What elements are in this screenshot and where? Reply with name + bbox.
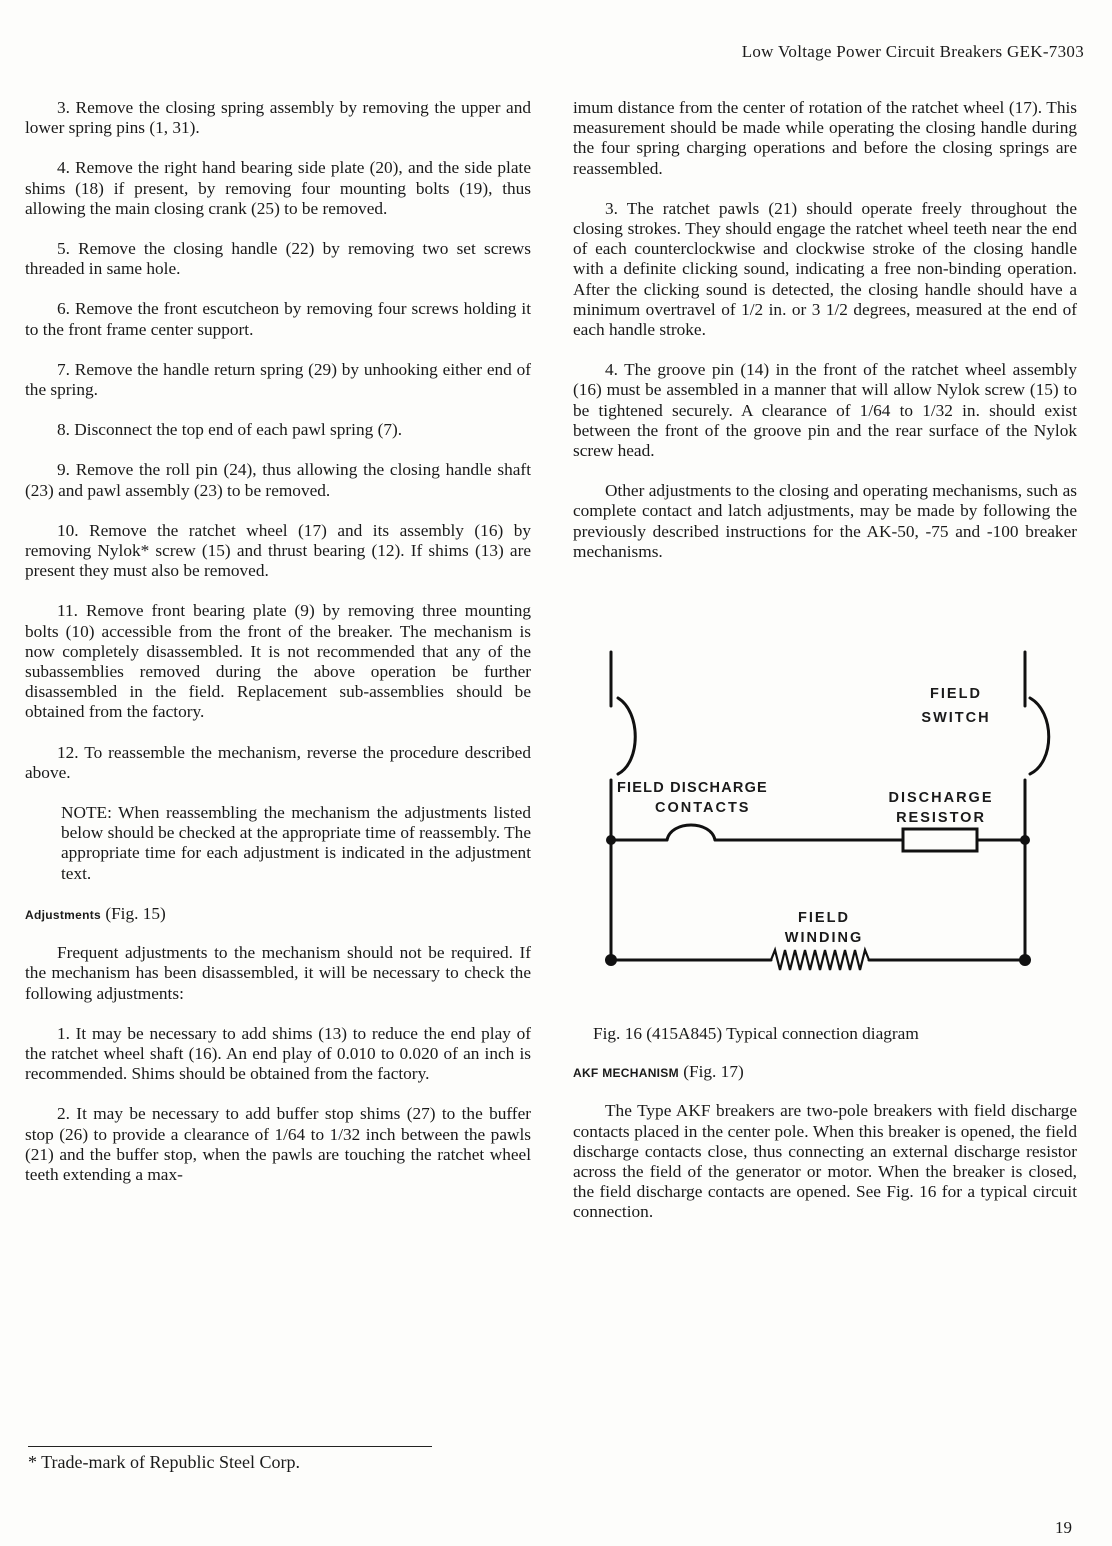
step-8: 8. Disconnect the top end of each pawl spring (7). [57, 420, 403, 440]
reassembly-note: NOTE: When reassembling the mechanism the adjustments listed below should be checked at the appropriate time of reassembly. The appropriate time for each adjustment is indicated in the adjustment text. [61, 803, 531, 883]
akf-description: The Type AKF breakers are two-pole breakers with field discharge contacts placed in the center pole. When this breaker is opened, the field discharge contacts close, thus connecting an external discharge resistor across the field of the generator or motor. When the breaker is closed, the field discharge contacts are opened. See Fig. 16 for a typical circuit connection. [573, 1101, 1077, 1222]
discharge-resistor-label [879, 788, 1003, 828]
step-6: 6. Remove the front escutcheon by removing four screws holding it to the front frame center support. [25, 299, 531, 339]
adjustments-figure-ref: (Fig. 15) [105, 903, 166, 923]
discharge-resistor-label-line1: DISCHARGE [888, 790, 994, 807]
adjustment-4: 4. The groove pin (14) in the front of the ratchet wheel assembly (16) must be assembled in a manner that will allow Nylok screw (15) to be tightened securely. A clearance of 1/64 to 1/32 in. should exist between the front of the groove pin and the rear surface of the Nylok screw head. [573, 360, 1077, 461]
field-switch-label-line2: SWITCH [921, 710, 991, 727]
field-switch-label-line1: FIELD [930, 686, 982, 703]
figure-caption: Fig. 16 (415A845) Typical connection diagram [593, 1024, 919, 1044]
footnote-divider [28, 1446, 432, 1447]
discharge-resistor-symbol [903, 829, 977, 851]
step-9: 9. Remove the roll pin (24), thus allowing the closing handle shaft (23) and pawl assembly (23) to be removed. [25, 460, 531, 500]
discharge-contacts-label-line1: FIELD DISCHARGE [617, 780, 768, 797]
adjustments-heading [25, 904, 531, 925]
step-12: 12. To reassemble the mechanism, reverse the procedure described above. [25, 742, 531, 782]
field-switch-label [903, 684, 1009, 728]
right-field-switch-blade [1030, 698, 1049, 774]
adjustments-intro: Frequent adjustments to the mechanism should not be required. If the mechanism has been disassembled, it will be necessary to check the following adjustments: [25, 943, 531, 1003]
discharge-resistor-label-line2: RESISTOR [896, 810, 986, 827]
discharge-contacts-label-line2: CONTACTS [655, 800, 751, 817]
field-winding-label-line2: WINDING [784, 930, 864, 947]
adjustment-3: 3. The ratchet pawls (21) should operate freely throughout the closing strokes. They should engage the ratchet wheel teeth near the end of each counterclockwise and clockwise stroke of the closing handle with a definite clicking sound, indicating a free non-binding operation. After the clicking sound is detected, the closing handle should have a minimum overtravel of 1/2 in. or 3 1/2 degrees, measured at the end of each handle stroke. [573, 198, 1077, 340]
junction-dot [606, 835, 616, 845]
step-3: 3. Remove the closing spring assembly by removing the upper and lower spring pins (1, 31). [25, 98, 531, 138]
akf-heading-label: AKF MECHANISM [573, 1066, 679, 1081]
footnote: * Trade-mark of Republic Steel Corp. [28, 1452, 300, 1472]
junction-dot [1019, 954, 1031, 966]
field-winding-label [769, 908, 879, 948]
page-header: Low Voltage Power Circuit Breakers GEK-7303 [741, 42, 1084, 61]
step-7: 7. Remove the handle return spring (29) by unhooking either end of the spring. [25, 359, 531, 400]
discharge-contacts-symbol [667, 825, 715, 840]
step-11: 11. Remove front bearing plate (9) by removing three mounting bolts (10) accessible from the front of the breaker. The mechanism is now completely disassembled. It is not recommended that any of the subassemblies removed during the above operation be further disassembled in the field. Replacement sub-assemblies should be obtained from the factory. [25, 601, 531, 722]
adjustment-1: 1. It may be necessary to add shims (13) to reduce the end play of the ratchet wheel shaft (16). An end play of 0.010 to 0.020 of an inch is recommended. Shims should be obtained from the factory. [25, 1023, 531, 1084]
step-5: 5. Remove the closing handle (22) by removing two set screws threaded in same hole. [25, 239, 531, 279]
junction-dot [605, 954, 617, 966]
right-column [573, 98, 1077, 1243]
connection-diagram [573, 602, 1077, 1012]
page-number: 19 [1055, 1518, 1072, 1537]
step-10: 10. Remove the ratchet wheel (17) and its assembly (16) by removing Nylok* screw (15) and thrust bearing (12). If shims (13) are present they must also be removed. [25, 520, 531, 581]
field-winding-label-line1: FIELD [798, 910, 850, 927]
left-field-switch-blade [618, 698, 635, 774]
other-adjustments: Other adjustments to the closing and operating mechanisms, such as complete contact and latch adjustments, may be made by following the previously described instructions for the AK-50, -75 and -100 breaker mechanisms. [573, 481, 1077, 561]
akf-heading [573, 1062, 1077, 1083]
akf-figure-ref: (Fig. 17) [683, 1062, 744, 1082]
junction-dot [1020, 835, 1030, 845]
discharge-contacts-label [617, 778, 807, 818]
step-4: 4. Remove the right hand bearing side plate (20), and the side plate shims (18) if present, by removing four mounting bolts (19), thus allowing the main closing crank (25) to be removed. [25, 158, 531, 218]
adjustment-2: 2. It may be necessary to add buffer stop shims (27) to the buffer stop (26) to provide a clearance of 1/64 to 1/32 inch between the pawls (21) and the buffer stop, when the pawls are touching the ratchet wheel teeth extending a max- [25, 1104, 531, 1184]
adjustment-2-continued: imum distance from the center of rotation of the ratchet wheel (17). This measurement should be made while operating the closing handle during the four spring charging operations and before the closing springs are reassembled. [573, 98, 1077, 178]
left-column [25, 98, 531, 1205]
adjustments-heading-label: Adjustments [25, 907, 101, 922]
field-winding-symbol [771, 950, 869, 970]
